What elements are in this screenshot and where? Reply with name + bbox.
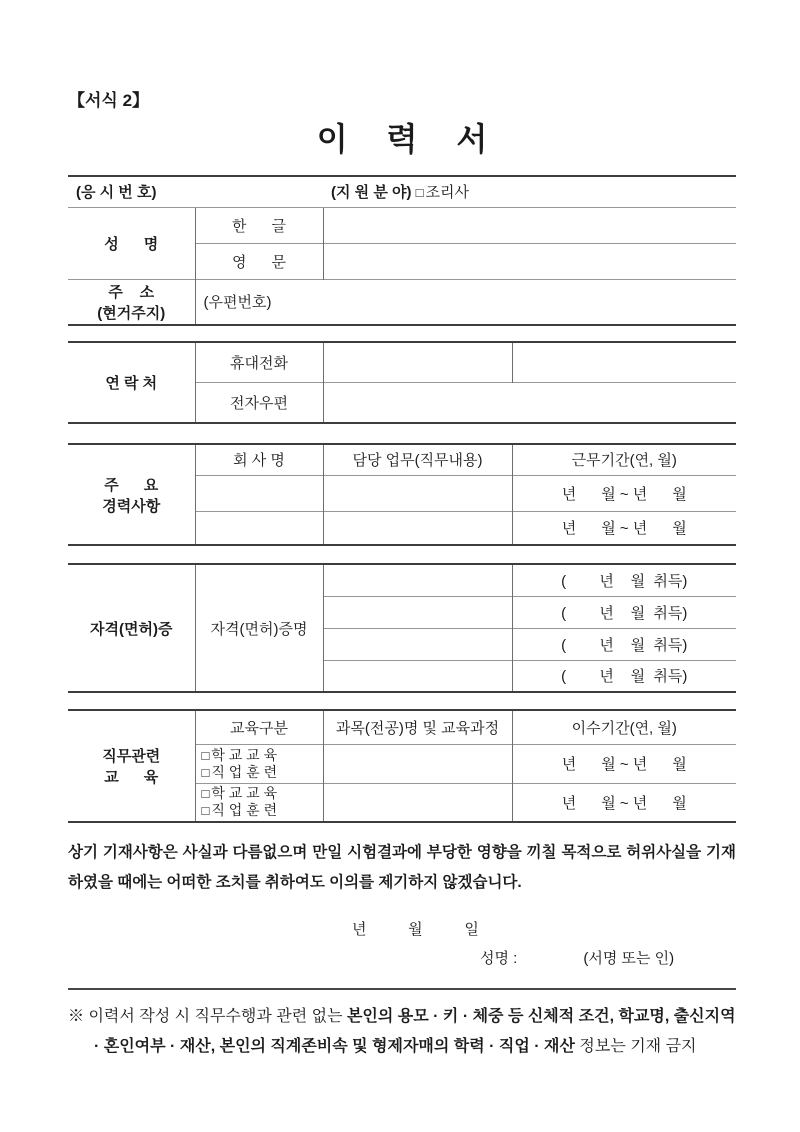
address-section-label: 주 소 (현거주지) [68, 279, 195, 325]
contact-table [68, 341, 736, 424]
email-label: 전자우편 [195, 382, 323, 423]
footnote: ※ 이력서 작성 시 직무수행과 관련 없는 본인의 용모 · 키 · 체중 등 신체적 조건, 학교명, 출신지역 · 혼인여부 · 재산, 본인의 직계존비속 및 형제자매의 학력 · 직업 · 재산 정보는 기재 금지 [68, 1008, 740, 1055]
english-name-input-cell[interactable] [323, 243, 736, 279]
checkbox-icon: □ [415, 185, 424, 201]
license-section-label: 자격(면허)증 [90, 620, 173, 638]
exam-number-cell[interactable] [68, 176, 323, 207]
declaration-text: 상기 기재사항은 사실과 다름없으며 만일 시험결과에 부당한 영향을 끼칠 목적으로 허위사실을 기재하였을 때에는 어떠한 조치를 취하여도 이의를 제기하지 않겠습니다. [68, 844, 736, 891]
form-number-label: 【서식 2】 [68, 91, 150, 110]
signature-date-line[interactable]: 년 월 일 [352, 921, 479, 938]
checkbox-icon: □ [201, 786, 210, 802]
subject-input-cell[interactable] [323, 744, 512, 783]
company-name-header: 회 사 명 [195, 444, 323, 475]
vocational-training-checkbox[interactable]: □ 직 업 훈 련 [201, 802, 278, 819]
email-input-cell[interactable] [323, 382, 736, 423]
duty-input-cell[interactable] [323, 475, 512, 511]
career-table [68, 443, 736, 546]
checkbox-icon: □ [201, 747, 210, 763]
footer-divider [68, 988, 736, 990]
exam-number-label: (응 시 번 호) [76, 184, 157, 202]
education-type-options-cell [195, 744, 323, 783]
company-input-cell[interactable] [195, 511, 323, 545]
cook-checkbox[interactable] [416, 184, 469, 201]
english-label: 영 문 [195, 243, 323, 279]
work-period-header: 근무기간(연, 월) [512, 444, 736, 475]
career-section-label: 주 요 경력사항 [102, 476, 161, 515]
hangul-name-input-cell[interactable] [323, 207, 736, 243]
address-input-cell[interactable] [195, 279, 736, 325]
company-input-cell[interactable] [195, 475, 323, 511]
license-acquired-cell[interactable]: ( 년 월 취득) [512, 564, 736, 596]
license-input-cell[interactable] [323, 628, 512, 660]
name-section-label: 성 명 [68, 207, 195, 279]
work-period-cell[interactable]: 년 월 ~ 년 월 [512, 511, 736, 545]
school-education-checkbox[interactable]: □ 학 교 교 육 [201, 785, 278, 802]
license-acquired-cell[interactable]: ( 년 월 취득) [512, 596, 736, 628]
checkbox-icon: □ [201, 803, 210, 819]
seal-note: (서명 또는 인) [583, 950, 675, 967]
education-type-header: 교육구분 [195, 710, 323, 744]
cook-checkbox-label: 조리사 [425, 184, 469, 202]
completion-period-cell[interactable]: 년 월 ~ 년 월 [512, 783, 736, 822]
license-input-cell[interactable] [323, 660, 512, 692]
license-input-cell[interactable] [323, 596, 512, 628]
mobile-phone-label: 휴대전화 [195, 342, 323, 382]
identity-table [68, 175, 736, 326]
hangul-label: 한 글 [195, 207, 323, 243]
license-table [68, 563, 736, 693]
license-name-header: 자격(면허)증명 [195, 564, 323, 692]
checkbox-icon: □ [201, 764, 210, 780]
duty-header: 담당 업무(직무내용) [323, 444, 512, 475]
duty-input-cell[interactable] [323, 511, 512, 545]
education-table [68, 709, 736, 823]
reference-mark: ※ [68, 1008, 89, 1025]
work-period-cell[interactable]: 년 월 ~ 년 월 [512, 475, 736, 511]
mobile-phone-input-cell[interactable] [323, 342, 512, 382]
license-input-cell[interactable] [323, 564, 512, 596]
subject-input-cell[interactable] [323, 783, 512, 822]
signature-name-label: 성명 : [480, 950, 518, 967]
application-field-cell [323, 176, 736, 207]
application-field-label: (지 원 분 야) [331, 184, 412, 202]
completion-period-header: 이수기간(연, 월) [512, 710, 736, 744]
education-type-options-cell [195, 783, 323, 822]
subject-header: 과목(전공)명 및 교육과정 [323, 710, 512, 744]
page-title: 이 력 서 [316, 121, 488, 157]
mobile-phone-extra-cell[interactable] [512, 342, 736, 382]
license-acquired-cell[interactable]: ( 년 월 취득) [512, 660, 736, 692]
license-acquired-cell[interactable]: ( 년 월 취득) [512, 628, 736, 660]
postal-code-label: (우편번호) [203, 294, 272, 312]
contact-section-label: 연 락 처 [105, 375, 158, 392]
school-education-checkbox[interactable]: □ 학 교 교 육 [201, 746, 278, 763]
resume-form-page [68, 0, 740, 1062]
signature-line [480, 947, 736, 968]
vocational-training-checkbox[interactable]: □ 직 업 훈 련 [201, 763, 278, 780]
education-section-label: 직무관련 교 육 [102, 748, 161, 786]
completion-period-cell[interactable]: 년 월 ~ 년 월 [512, 744, 736, 783]
